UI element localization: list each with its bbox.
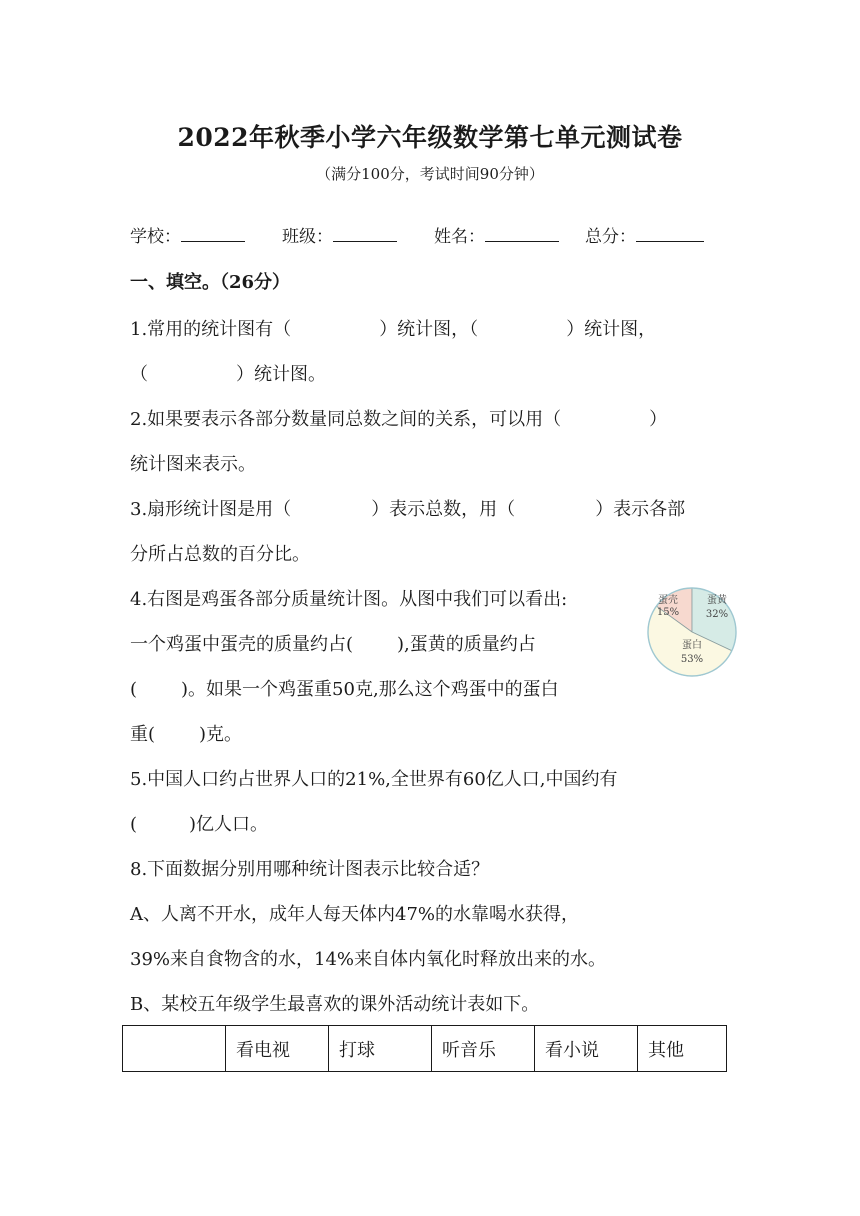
question-1-line-1 [130, 317, 656, 343]
question-8-line-2: A、人离不开水，成年人每天体内47%的水靠喝水获得， [130, 904, 580, 925]
table-header-cell: 其他 [638, 1026, 727, 1072]
q3-text-a: 3.扇形统计图是用（ [130, 499, 292, 520]
question-8-line-3: 39%来自食物含的水，14%来自体内氧化时释放出来的水。 [130, 949, 607, 970]
exam-title: 2022年秋季小学六年级数学第七单元测试卷 [177, 123, 683, 152]
q2-text-b: ） [649, 409, 668, 430]
total-label: 总分： [585, 227, 636, 247]
section-heading: 一、填空。（26分） [130, 272, 291, 293]
q1-text-d: （ [130, 364, 148, 385]
class-blank[interactable] [333, 223, 397, 242]
q5-text-b: ( [130, 814, 138, 835]
q1-text-b: ）统计图，（ [379, 319, 479, 340]
q5-text-c: )亿人口。 [189, 814, 269, 835]
question-3-line-2: 分所占总数的百分比。 [130, 544, 310, 565]
name-blank[interactable] [485, 223, 559, 242]
q4-text-g: )克。 [199, 724, 243, 745]
question-4-line-2 [130, 632, 536, 658]
table-header-cell [123, 1026, 226, 1072]
q4-text-d: ( [130, 679, 138, 700]
school-field[interactable] [130, 222, 245, 247]
class-label: 班级： [282, 227, 333, 247]
question-1-line-2 [130, 362, 326, 388]
question-4-line-4 [130, 722, 242, 748]
q1-text-e: ）统计图。 [236, 364, 326, 385]
school-blank[interactable] [181, 223, 245, 242]
pie-slice-value: 15% [656, 607, 680, 618]
table-header-cell: 看小说 [535, 1026, 638, 1072]
exam-subtitle: （满分100分，考试时间90分钟） [316, 165, 544, 183]
class-field[interactable] [282, 222, 397, 247]
activity-stats-table [122, 1025, 727, 1072]
name-field[interactable] [434, 222, 559, 247]
q1-text-a: 1.常用的统计图有（ [130, 319, 292, 340]
table-row [123, 1026, 727, 1072]
question-8-line-4: B、某校五年级学生最喜欢的课外活动统计表如下。 [130, 994, 540, 1015]
question-2-line-1 [130, 407, 667, 433]
school-label: 学校： [130, 227, 181, 247]
total-blank[interactable] [636, 223, 704, 242]
q3-text-b: ）表示总数，用（ [371, 499, 516, 520]
q2-text-a: 2.如果要表示各部分数量同总数之间的关系，可以用（ [130, 409, 562, 430]
question-8-line-1: 8.下面数据分别用哪种统计图表示比较合适？ [130, 859, 490, 880]
total-field[interactable] [585, 222, 704, 247]
q4-text-b: 一个鸡蛋中蛋壳的质量约占( [130, 634, 354, 655]
q4-text-e: )。如果一个鸡蛋重50克,那么这个鸡蛋中的蛋白 [181, 679, 559, 700]
pie-slice-value: 53% [680, 654, 704, 665]
q1-text-c: ）统计图， [566, 319, 657, 340]
question-2-line-2: 统计图来表示。 [130, 454, 256, 475]
table-header-cell: 听音乐 [432, 1026, 535, 1072]
question-4-line-1: 4.右图是鸡蛋各部分质量统计图。从图中我们可以看出: [130, 589, 568, 610]
question-5-line-2 [130, 812, 268, 838]
question-4-line-3 [130, 677, 559, 703]
table-header-cell: 看电视 [226, 1026, 329, 1072]
q4-text-f: 重( [130, 724, 156, 745]
egg-composition-pie-chart [644, 586, 744, 678]
question-3-line-1 [130, 497, 685, 523]
q4-text-c: ),蛋黄的质量约占 [397, 634, 536, 655]
table-header-cell: 打球 [329, 1026, 432, 1072]
question-5-line-1: 5.中国人口约占世界人口的21%,全世界有60亿人口,中国约有 [130, 769, 618, 790]
pie-slice-value: 32% [705, 609, 729, 620]
q3-text-c: ）表示各部 [595, 499, 686, 520]
pie-slice-label: 蛋白 [682, 640, 702, 651]
name-label: 姓名： [434, 227, 485, 247]
pie-slice-label: 蛋壳 [658, 595, 678, 606]
pie-slice-label: 蛋黄 [707, 595, 727, 606]
